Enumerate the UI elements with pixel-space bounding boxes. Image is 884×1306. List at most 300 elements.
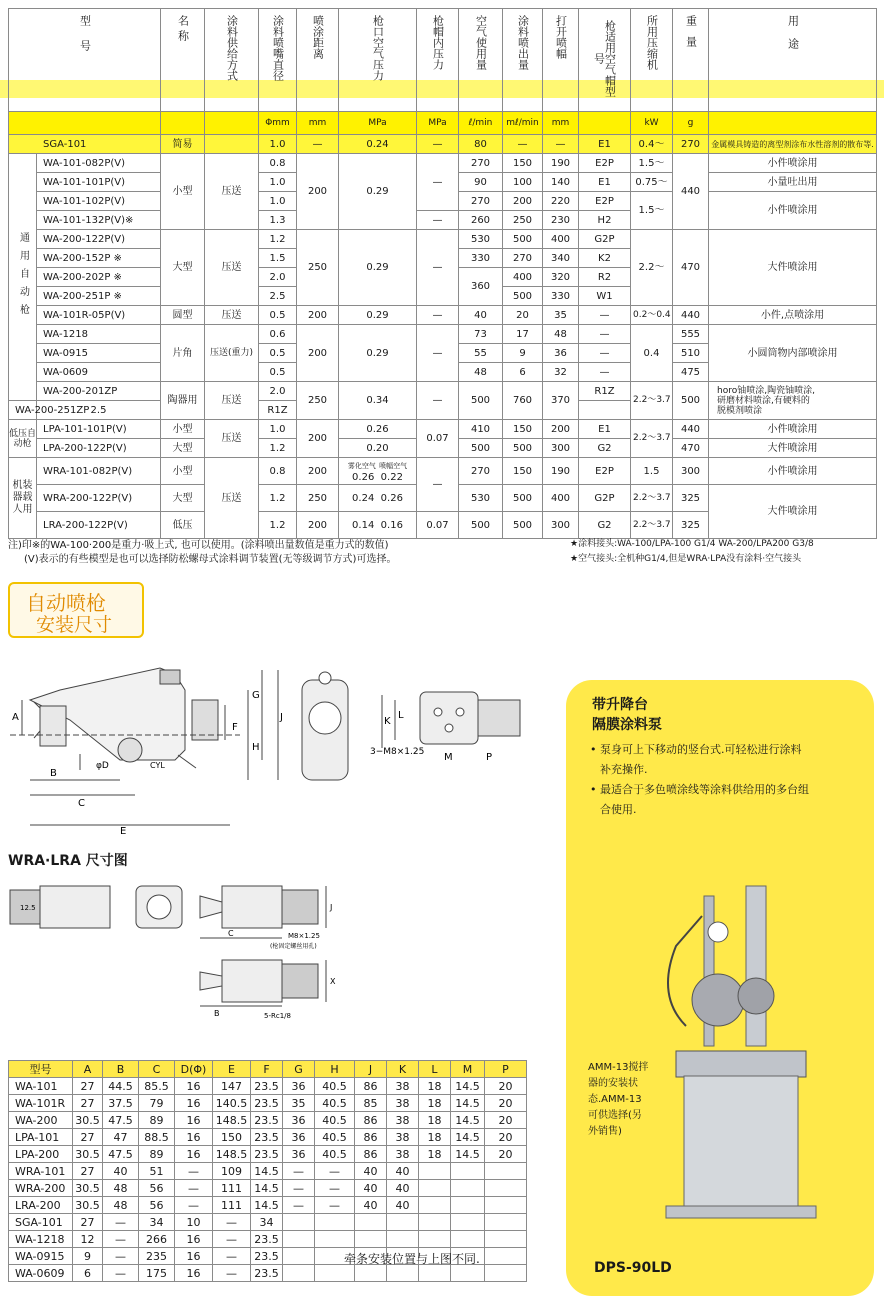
wa200zp-supply: 压送: [205, 382, 259, 420]
dim-value-cell: 20: [485, 1129, 527, 1146]
dim-value-cell: [485, 1214, 527, 1231]
dim-model-cell: WA-101: [9, 1078, 73, 1095]
wa101-dist: 200: [297, 154, 339, 230]
dim-value-cell: 30.5: [73, 1197, 103, 1214]
dim-value-cell: —: [283, 1197, 315, 1214]
dim-row: [9, 1214, 527, 1231]
pump-model: DPS-90LD: [594, 1260, 672, 1276]
dim-value-cell: 10: [175, 1214, 213, 1231]
dim-value-cell: 44.5: [103, 1078, 139, 1095]
wa200zp-capmodel: R1Z: [259, 401, 297, 420]
dim-value-cell: 34: [139, 1214, 175, 1231]
hdr-weight-label: 重量: [684, 15, 698, 57]
sga-kw: 0.4～: [631, 135, 673, 154]
wa200-capmodel: R2: [579, 268, 631, 287]
wa200-out: 270: [503, 249, 543, 268]
dim-value-cell: 40: [387, 1180, 419, 1197]
label-k: K: [384, 716, 391, 727]
wa200-out: 500: [503, 287, 543, 306]
wa1218-use: 48: [459, 363, 503, 382]
wa101-purpose: 小量吐出用: [709, 173, 877, 192]
wa200-width: 320: [543, 268, 579, 287]
dim-value-cell: 38: [387, 1112, 419, 1129]
note-right-1: ★涂料接头:WA-100/LPA-100 G1/4 WA-200/LPA200 G3/8: [570, 539, 814, 549]
dim-value-cell: 14.5: [451, 1112, 485, 1129]
dim-value-cell: 48: [103, 1197, 139, 1214]
dim-value-cell: 40: [355, 1163, 387, 1180]
hdr-model-label: 型号: [78, 15, 92, 65]
wa200zp-weight: 500: [673, 382, 709, 420]
dim-value-cell: 20: [485, 1146, 527, 1163]
spec-row: [9, 420, 877, 439]
wa1218-capmodel: —: [579, 325, 631, 344]
dim-value-cell: —: [315, 1197, 355, 1214]
dim-value-cell: —: [103, 1231, 139, 1248]
robot-name: 低压: [161, 512, 205, 539]
robot-cap: 0.07: [417, 512, 459, 539]
dim-value-cell: [451, 1197, 485, 1214]
wa200zp-name: 陶器用: [161, 382, 205, 420]
robot-out: 500: [503, 485, 543, 512]
robot-width: 190: [543, 458, 579, 485]
wa101-width: 190: [543, 154, 579, 173]
dim-value-cell: [485, 1231, 527, 1248]
dim-value-cell: —: [213, 1214, 251, 1231]
dim-model-cell: WA-200: [9, 1112, 73, 1129]
wa101-use: 270: [459, 154, 503, 173]
dim-row: [9, 1112, 527, 1129]
robot-dist: 200: [297, 458, 339, 485]
dim-row: [9, 1180, 527, 1197]
dim-value-cell: 23.5: [251, 1129, 283, 1146]
hdr-distance-label: 喷涂距离: [311, 15, 325, 59]
unit-air-use: ℓ/min: [459, 112, 503, 135]
dim-value-cell: [419, 1197, 451, 1214]
dim-header-cell: L: [419, 1061, 451, 1078]
robot-model: WRA-101-082P(V): [37, 458, 161, 485]
dim-value-cell: 6: [73, 1265, 103, 1282]
sga-out: —: [503, 135, 543, 154]
robot-kw: 2.2～3.7: [631, 485, 673, 512]
hdr-model: [9, 9, 161, 112]
robot-use: 530: [459, 485, 503, 512]
dim-value-cell: 235: [139, 1248, 175, 1265]
dim-value-cell: 27: [73, 1214, 103, 1231]
dim-value-cell: 111: [213, 1180, 251, 1197]
wa101-model: WA-101-101P(V): [37, 173, 161, 192]
dim-value-cell: 36: [283, 1078, 315, 1095]
wa101-capmodel: H2: [579, 211, 631, 230]
sga-use: 80: [459, 135, 503, 154]
dim-value-cell: [451, 1214, 485, 1231]
lpa-dist: 200: [297, 420, 339, 458]
wra-dimension-drawing: [0, 876, 360, 1026]
lpa-nozzle: 1.2: [259, 439, 297, 458]
dim-row: [9, 1078, 527, 1095]
section-title-line1: 自动喷枪: [26, 591, 106, 615]
label-b-2: B: [214, 1009, 220, 1018]
dim-value-cell: 14.5: [451, 1095, 485, 1112]
dim-value-cell: 20: [485, 1078, 527, 1095]
hdr-width-label: 打开喷幅: [554, 15, 568, 59]
robot-capmodel: G2: [579, 512, 631, 539]
dim-value-cell: [419, 1265, 451, 1282]
dim-value-cell: [387, 1265, 419, 1282]
dim-value-cell: [485, 1197, 527, 1214]
lpa-use: 500: [459, 439, 503, 458]
dim-value-cell: 23.5: [251, 1248, 283, 1265]
spec-row: [9, 154, 877, 173]
dim-value-cell: 140.5: [213, 1095, 251, 1112]
dim-header-row: [9, 1061, 527, 1078]
dim-value-cell: 27: [73, 1129, 103, 1146]
dim-value-cell: —: [103, 1265, 139, 1282]
wa101-out: 100: [503, 173, 543, 192]
wa200-use: 530: [459, 230, 503, 249]
dim-header-cell: E: [213, 1061, 251, 1078]
dim-value-cell: 23.5: [251, 1078, 283, 1095]
dim-value-cell: [419, 1163, 451, 1180]
dim-row: [9, 1197, 527, 1214]
dim-value-cell: —: [283, 1180, 315, 1197]
wa101r-name: 圆型: [161, 306, 205, 325]
wa101-supply: 压送: [205, 154, 259, 230]
wa200zp-dist: 250: [297, 382, 339, 420]
label-x: X: [330, 977, 336, 986]
dim-value-cell: 18: [419, 1112, 451, 1129]
wa200-nozzle: 2.0: [259, 268, 297, 287]
pump-title-1: 带升降台: [592, 697, 648, 713]
dim-value-cell: 18: [419, 1129, 451, 1146]
hdr-purpose-label: 用途: [786, 15, 800, 61]
dim-value-cell: —: [283, 1163, 315, 1180]
dim-value-cell: 20: [485, 1112, 527, 1129]
dim-header-cell: M: [451, 1061, 485, 1078]
wa1218-out: 17: [503, 325, 543, 344]
wa200zp-model: WA-200-201ZP: [37, 382, 161, 401]
label-j-2: J: [330, 903, 333, 912]
wa101r-cap: —: [417, 306, 459, 325]
dim-value-cell: 148.5: [213, 1112, 251, 1129]
dim-value-cell: [315, 1214, 355, 1231]
dim-value-cell: 40.5: [315, 1112, 355, 1129]
dim-value-cell: [451, 1231, 485, 1248]
dim-value-cell: 36: [283, 1112, 315, 1129]
wa101-width: 220: [543, 192, 579, 211]
wa101r-use: 40: [459, 306, 503, 325]
dim-value-cell: 85.5: [139, 1078, 175, 1095]
label-f: F: [232, 722, 238, 733]
unit-weight: g: [673, 112, 709, 135]
dim-value-cell: [387, 1231, 419, 1248]
dim-header-cell: J: [355, 1061, 387, 1078]
dim-value-cell: 86: [355, 1146, 387, 1163]
lpa-kw: 2.2～3.7: [631, 420, 673, 458]
pump-caption: [588, 1060, 668, 1140]
dim-value-cell: 40: [355, 1180, 387, 1197]
dim-value-cell: 14.5: [251, 1180, 283, 1197]
dim-value-cell: 38: [387, 1146, 419, 1163]
dim-model-cell: WRA-101: [9, 1163, 73, 1180]
wa1218-dist: 200: [297, 325, 339, 382]
lpa-weight: 470: [673, 439, 709, 458]
pump-illustration: [646, 876, 866, 1256]
robot-model: WRA-200-122P(V): [37, 485, 161, 512]
dim-value-cell: 40.5: [315, 1095, 355, 1112]
dim-value-cell: 16: [175, 1095, 213, 1112]
hdr-compressor: [631, 9, 673, 112]
wa200-weight: 470: [673, 230, 709, 306]
robot-air: 雾化空气 喷幅空气 0.26 0.22: [339, 458, 417, 485]
sga-dist: —: [297, 135, 339, 154]
pump-bullets: [590, 740, 860, 820]
wa200zp-cap: —: [417, 382, 459, 420]
robot-cap: —: [417, 458, 459, 512]
wa200-nozzle: 1.2: [259, 230, 297, 249]
robot-air: 0.24 0.26: [339, 485, 417, 512]
hdr-output-label: 涂料喷出量: [516, 15, 530, 70]
wa101-kw: 1.5～: [631, 154, 673, 173]
dim-value-cell: 88.5: [139, 1129, 175, 1146]
dim-value-cell: 30.5: [73, 1180, 103, 1197]
wa101-kw: 1.5～: [631, 192, 673, 230]
wa200-nozzle: 1.5: [259, 249, 297, 268]
label-cyl: CYL: [150, 761, 165, 770]
dim-value-cell: [451, 1265, 485, 1282]
wa101r-nozzle: 0.5: [259, 306, 297, 325]
robot-use: 500: [459, 512, 503, 539]
wa200-dist: 250: [297, 230, 339, 306]
dimension-table: [8, 1060, 527, 1282]
sga-weight: 270: [673, 135, 709, 154]
dim-value-cell: 56: [139, 1197, 175, 1214]
dim-value-cell: [283, 1265, 315, 1282]
label-e: E: [120, 826, 127, 837]
dim-value-cell: —: [213, 1265, 251, 1282]
spec-header-row: [9, 9, 877, 112]
wa101-air: 0.29: [339, 154, 417, 230]
sga-model: SGA-101: [9, 135, 161, 154]
wa101-purpose: 小件喷涂用: [709, 154, 877, 173]
dim-value-cell: 40.5: [315, 1146, 355, 1163]
robot-supply: 压送: [205, 458, 259, 539]
wa200-capmodel: G2P: [579, 230, 631, 249]
robot-nozzle: 0.8: [259, 458, 297, 485]
dim-model-cell: SGA-101: [9, 1214, 73, 1231]
dim-value-cell: 175: [139, 1265, 175, 1282]
dim-model-cell: WA-101R: [9, 1095, 73, 1112]
dim-value-cell: —: [213, 1248, 251, 1265]
note-left-2: (V)表示的有些模型是也可以选择防松螺母式涂料调节装置(无等级调节方式)可选择。: [24, 554, 397, 565]
dim-model-cell: WRA-200: [9, 1180, 73, 1197]
dim-value-cell: 38: [387, 1095, 419, 1112]
dim-header-cell: 型号: [9, 1061, 73, 1078]
wa200-out: 400: [503, 268, 543, 287]
section-title-line2: 安装尺寸: [36, 614, 113, 636]
spec-row: [9, 458, 877, 485]
wa200-air: 0.29: [339, 230, 417, 306]
dim-value-cell: 27: [73, 1078, 103, 1095]
dim-value-cell: 111: [213, 1197, 251, 1214]
label-rc: 5-Rc1/8: [264, 1012, 291, 1020]
wa1218-model: WA-1218: [37, 325, 161, 344]
label-l: L: [398, 710, 404, 721]
lpa-cap: 0.07: [417, 420, 459, 458]
dim-value-cell: —: [213, 1231, 251, 1248]
dim-value-cell: 23.5: [251, 1146, 283, 1163]
hdr-cap-pressure: [417, 9, 459, 112]
dim-value-cell: 56: [139, 1180, 175, 1197]
wa1218-name: 片角: [161, 325, 205, 382]
dim-value-cell: [355, 1214, 387, 1231]
lpa-purpose: 小件喷涂用: [709, 420, 877, 439]
robot-weight: 325: [673, 512, 709, 539]
wa200zp-use: 500: [459, 382, 503, 420]
unit-compressor: kW: [631, 112, 673, 135]
dim-value-cell: [485, 1248, 527, 1265]
dim-value-cell: [283, 1214, 315, 1231]
robot-air: 0.14 0.16: [339, 512, 417, 539]
dim-value-cell: 18: [419, 1095, 451, 1112]
unit-cap-pressure: MPa: [417, 112, 459, 135]
label-m8b: M8×1.25: [288, 932, 320, 940]
sga-capmodel: E1: [579, 135, 631, 154]
dim-value-cell: [355, 1231, 387, 1248]
hdr-distance: [297, 9, 339, 112]
wa101r-purpose: 小件,点喷涂用: [709, 306, 877, 325]
dim-value-cell: 48: [103, 1180, 139, 1197]
pump-caption-line: 器的安装状: [588, 1078, 638, 1089]
pump-bullet-1b: 补充操作.: [600, 763, 648, 776]
label-m: M: [444, 752, 453, 763]
label-d: φD: [96, 761, 109, 771]
dim-value-cell: 86: [355, 1112, 387, 1129]
lpa-name: 大型: [161, 439, 205, 458]
sga-cap: —: [417, 135, 459, 154]
wa200-model: WA-200-202P ※: [37, 268, 161, 287]
wa101r-out: 20: [503, 306, 543, 325]
lpa-capmodel: E1: [579, 420, 631, 439]
label-a: A: [12, 712, 19, 723]
wa1218-kw: 0.4: [631, 325, 673, 382]
dim-value-cell: 9: [73, 1248, 103, 1265]
robot-weight: 325: [673, 485, 709, 512]
wa101-use: 270: [459, 192, 503, 211]
wa200zp-air: 0.34: [339, 382, 417, 420]
wa200zp-nozzle: 2.5: [37, 401, 161, 420]
dim-value-cell: 47.5: [103, 1146, 139, 1163]
dim-value-cell: 37.5: [103, 1095, 139, 1112]
pump-caption-line: 态.AMM-13: [588, 1094, 642, 1105]
unit-width: mm: [543, 112, 579, 135]
dim-value-cell: 150: [213, 1129, 251, 1146]
dim-value-cell: 23.5: [251, 1265, 283, 1282]
spec-row: [9, 306, 877, 325]
robot-dist: 200: [297, 512, 339, 539]
hdr-supply: [205, 9, 259, 112]
hdr-name: [161, 9, 205, 112]
robot-name: 大型: [161, 485, 205, 512]
dim-value-cell: 266: [139, 1231, 175, 1248]
dim-value-cell: 36: [283, 1129, 315, 1146]
dim-value-cell: 79: [139, 1095, 175, 1112]
pump-bullet-1: • 泵身可上下移动的竖台式.可轻松进行涂料: [590, 743, 802, 756]
robot-capmodel: G2P: [579, 485, 631, 512]
dim-value-cell: 23.5: [251, 1112, 283, 1129]
spec-table: [8, 8, 877, 539]
lpa-capmodel: G2: [579, 439, 631, 458]
sga-air: 0.24: [339, 135, 417, 154]
wa101r-supply: 压送: [205, 306, 259, 325]
wa200-width: 330: [543, 287, 579, 306]
dim-value-cell: 18: [419, 1078, 451, 1095]
dim-value-cell: [283, 1231, 315, 1248]
wa101-model: WA-101-102P(V): [37, 192, 161, 211]
wa200-name: 大型: [161, 230, 205, 306]
hdr-weight: [673, 9, 709, 112]
unit-air-pressure: MPa: [339, 112, 417, 135]
dim-value-cell: 40: [103, 1163, 139, 1180]
dim-header-cell: A: [73, 1061, 103, 1078]
wa200-purpose: 大件喷涂用: [709, 230, 877, 306]
dim-value-cell: 47: [103, 1129, 139, 1146]
robot-model: LRA-200-122P(V): [37, 512, 161, 539]
robot-capmodel: E2P: [579, 458, 631, 485]
wa101-width: 140: [543, 173, 579, 192]
dim-value-cell: 18: [419, 1146, 451, 1163]
dim-value-cell: —: [315, 1180, 355, 1197]
spec-unit-row: [9, 112, 877, 135]
wa200-model: WA-200-152P ※: [37, 249, 161, 268]
wa101-nozzle: 0.8: [259, 154, 297, 173]
robot-use: 270: [459, 458, 503, 485]
label-b: B: [50, 768, 57, 779]
lpa-model: LPA-200-122P(V): [37, 439, 161, 458]
hdr-air-use: [459, 9, 503, 112]
dim-row: [9, 1129, 527, 1146]
wa101-name: 小型: [161, 154, 205, 230]
dim-value-cell: 40: [387, 1163, 419, 1180]
wa1218-capmodel: —: [579, 363, 631, 382]
wa101-nozzle: 1.0: [259, 173, 297, 192]
dim-value-cell: 109: [213, 1163, 251, 1180]
dim-value-cell: 89: [139, 1146, 175, 1163]
lpa-weight: 440: [673, 420, 709, 439]
label-g: G: [252, 690, 260, 701]
wa200-model: WA-200-122P(V): [37, 230, 161, 249]
label-m8c: (枪固定螺丝用孔): [270, 943, 317, 950]
dim-value-cell: 23.5: [251, 1095, 283, 1112]
wa1218-model: WA-0915: [37, 344, 161, 363]
dim-value-cell: 23.5: [251, 1231, 283, 1248]
wa200-capmodel: W1: [579, 287, 631, 306]
dim-value-cell: 14.5: [251, 1197, 283, 1214]
robot-name: 小型: [161, 458, 205, 485]
dim-value-cell: —: [175, 1197, 213, 1214]
note-right-2: ★空气接头:全机种G1/4,但是WRA·LPA没有涂料·空气接头: [570, 554, 802, 564]
wa200zp-out: 760: [503, 382, 543, 420]
dim-value-cell: [315, 1265, 355, 1282]
wa200-use: 360: [459, 268, 503, 306]
dim-header-cell: G: [283, 1061, 315, 1078]
unit-output: mℓ/min: [503, 112, 543, 135]
lpa-width: 300: [543, 439, 579, 458]
wa200-use: 330: [459, 249, 503, 268]
wa200zp-capmodel: R1Z: [579, 382, 631, 401]
dim-value-cell: 12: [73, 1231, 103, 1248]
dim-value-cell: 20: [485, 1095, 527, 1112]
dim-value-cell: 40.5: [315, 1129, 355, 1146]
